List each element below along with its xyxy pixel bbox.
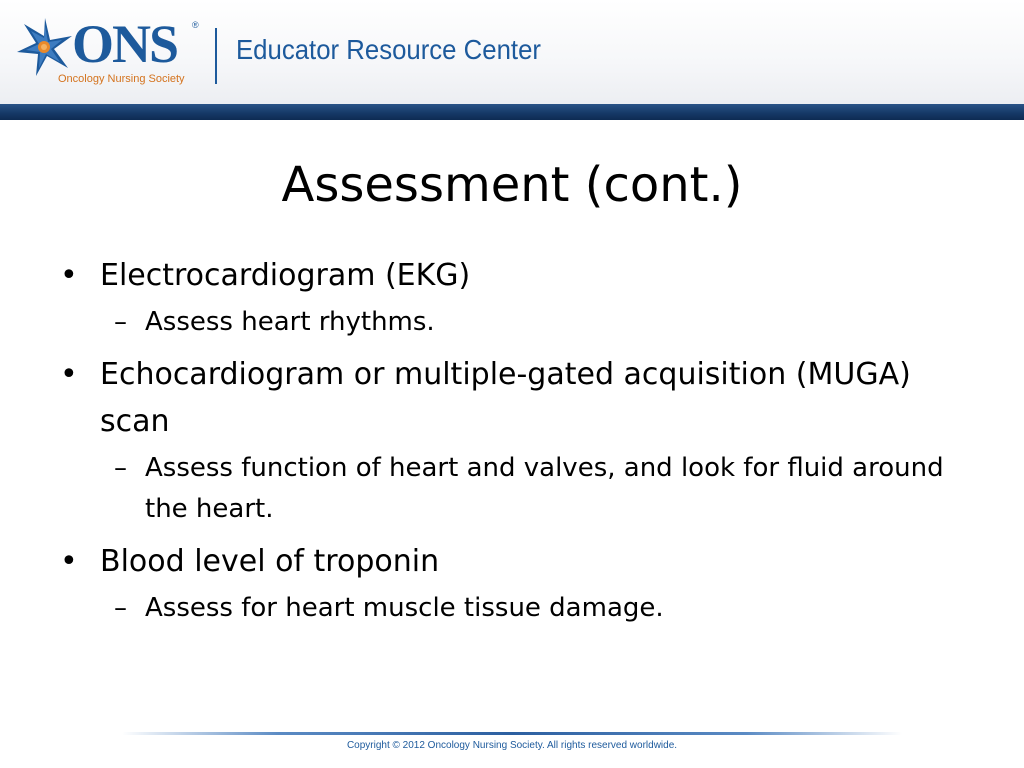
bullet-point (60, 252, 980, 299)
footer-divider (122, 732, 902, 735)
sub-bullet-point (60, 588, 980, 629)
bullet-item-echo (60, 351, 980, 530)
slide-title: Assessment (cont.) (281, 157, 743, 213)
bullet-text: Echocardiogram or multiple-gated acquisition (MUGA) scan (100, 357, 911, 439)
bullet-text: Blood level of troponin (100, 544, 440, 579)
sub-bullet-marker: – (114, 453, 127, 483)
logo-wordmark: ONS (72, 14, 178, 74)
bullet-point (60, 538, 980, 585)
logo-subtitle: Oncology Nursing Society (58, 73, 185, 85)
footer-copyright: Copyright © 2012 Oncology Nursing Society. All rights reserved worldwide. (346, 740, 678, 751)
bullet-list (60, 252, 980, 637)
sub-bullet-marker: – (114, 307, 127, 337)
registered-mark: ® (192, 20, 199, 30)
header-banner (0, 0, 1024, 104)
ons-logo (14, 14, 214, 90)
bullet-marker: • (60, 258, 78, 293)
bullet-marker: • (60, 357, 78, 392)
header-bar (0, 104, 1024, 120)
sub-bullet-marker: – (114, 593, 127, 623)
bullet-text: Electrocardiogram (EKG) (100, 258, 471, 293)
header-title: Educator Resource Center (236, 34, 541, 65)
bullet-point (60, 351, 980, 445)
ons-star-icon (14, 16, 76, 78)
sub-bullet-point (60, 448, 980, 530)
sub-bullet-text: Assess function of heart and valves, and look for fluid around the heart. (145, 453, 944, 524)
bullet-item-ekg (60, 252, 980, 343)
sub-bullet-point (60, 302, 980, 343)
bullet-marker: • (60, 544, 78, 579)
sub-bullet-text: Assess for heart muscle tissue damage. (145, 593, 664, 623)
sub-bullet-text: Assess heart rhythms. (145, 307, 435, 337)
header-divider (215, 28, 217, 84)
bullet-item-troponin (60, 538, 980, 629)
